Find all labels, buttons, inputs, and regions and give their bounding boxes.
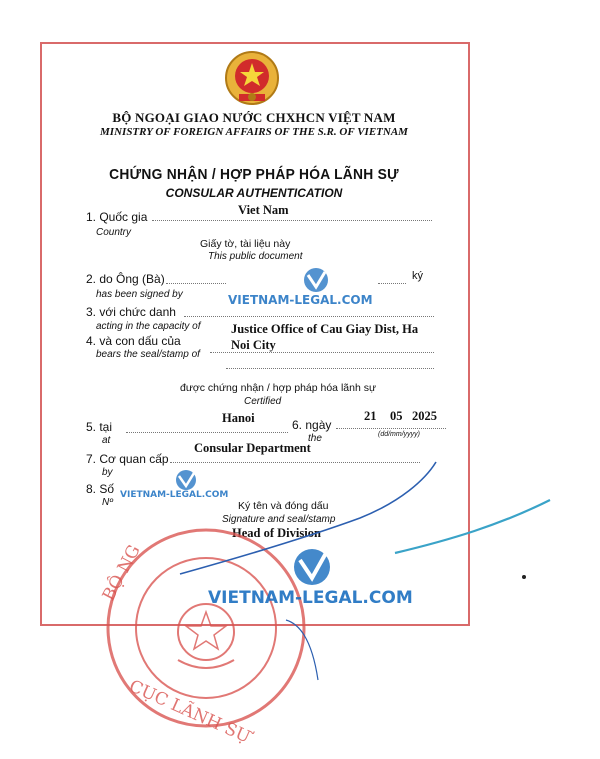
signature-label-vi: Ký tên và đóng dấu [238,500,329,512]
dotted-line [226,368,434,369]
country-label-vi: 1. Quốc gia [86,210,148,224]
authority-value: Consular Department [194,441,311,455]
date-year: 2025 [412,409,437,423]
ink-dot [522,575,526,579]
signed-label-en: has been signed by [96,289,183,300]
seal-label-vi: 4. và con dấu của [86,334,181,348]
seal-value-line1: Justice Office of Cau Giay Dist, Ha [231,322,419,336]
country-value: Viet Nam [238,203,289,217]
ministry-name-en: MINISTRY OF FOREIGN AFFAIRS OF THE S.R. OF VIETNAM [100,126,408,138]
public-document-vi: Giấy tờ, tài liệu này [200,238,291,250]
signatory-title: Head of Division [232,526,321,540]
signature-stroke [286,620,318,680]
place-value: Hanoi [222,411,255,425]
stamp-text-bottom: CỤC LÃNH SỰ [125,676,254,748]
capacity-label-vi: 3. với chức danh [86,305,176,319]
dotted-line [126,432,288,433]
number-label-en: Nº [102,497,113,508]
document-title-en: CONSULAR AUTHENTICATION [165,186,343,200]
date-format-hint: (dd/mm/yyyy) [378,431,420,438]
certified-text-vi: được chứng nhận / hợp pháp hóa lãnh sự [180,382,376,394]
dotted-line [152,220,432,221]
stamp-text-top: BỘ NG [98,541,145,605]
dotted-line [184,316,434,317]
number-label-vi: 8. Số [86,482,115,496]
watermark-text: VIETNAM-LEGAL.COM [120,490,229,500]
authority-label-vi: 7. Cơ quan cấp [86,452,169,466]
dotted-line [336,428,446,429]
signed-suffix: ký [412,270,423,282]
signature-label-en: Signature and seal/stamp [222,514,336,525]
date-label-en: the [308,433,322,444]
signed-label-vi: 2. do Ông (Bà) [86,272,165,286]
watermark-text: VIETNAM-LEGAL.COM [208,588,413,608]
dotted-line [378,283,406,284]
dotted-line [170,462,420,463]
date-month: 05 [390,409,403,423]
capacity-label-en: acting in the capacity of [96,321,201,332]
national-emblem-icon [222,50,282,108]
date-day: 21 [364,409,377,423]
watermark-text: VIETNAM-LEGAL.COM [228,293,373,307]
dotted-line [210,352,434,353]
seal-label-en: bears the seal/stamp of [96,349,200,360]
place-label-vi: 5. tại [86,420,113,434]
public-document-en: This public document [208,251,303,262]
dotted-line [166,283,226,284]
seal-value-line2: Noi City [231,338,276,352]
date-label-vi: 6. ngày [292,418,332,432]
authority-label-en: by [102,467,113,478]
ministry-name-vi: BỘ NGOẠI GIAO NƯỚC CHXHCN VIỆT NAM [112,110,396,125]
certified-text-en: Certified [244,396,282,407]
document-title-vi: CHỨNG NHẬN / HỢP PHÁP HÓA LÃNH SỰ [109,166,399,183]
place-label-en: at [102,435,111,446]
country-label-en: Country [96,227,132,238]
